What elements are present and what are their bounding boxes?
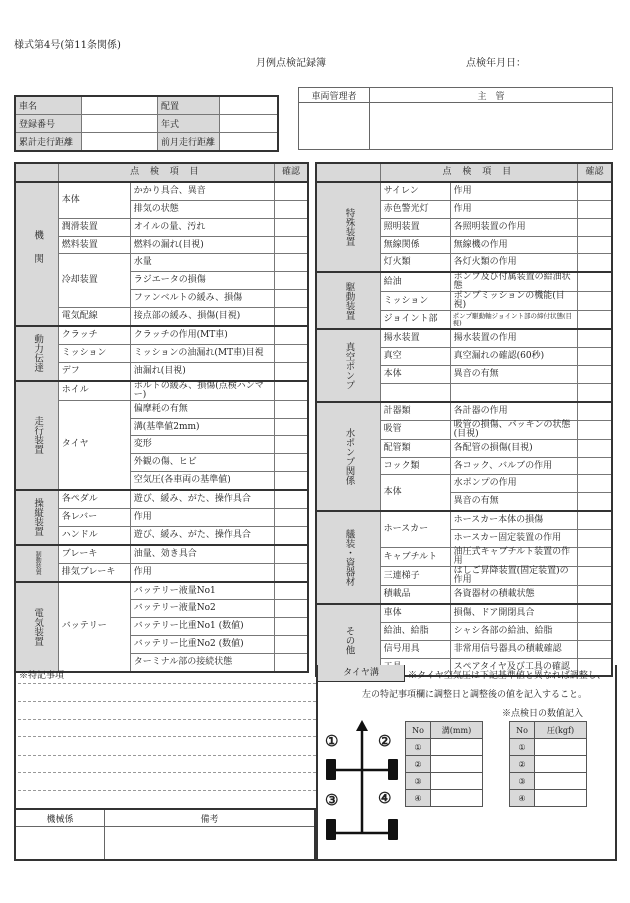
item-label: 揚水装置の作用 (450, 329, 577, 347)
part-label: 照明装置 (380, 218, 450, 236)
note-line (18, 701, 316, 702)
confirm-cell[interactable] (578, 348, 613, 366)
item-label: 水量 (130, 254, 274, 272)
tire-position-4: ④ (378, 789, 392, 807)
pressure-no: ④ (510, 790, 535, 807)
tire-position-2: ② (378, 732, 392, 750)
category-vacuum-pump: 真空ポンプ (316, 329, 380, 402)
form-number: 様式第4号(第11条関係) (14, 40, 121, 51)
part-label: 積載品 (380, 586, 450, 604)
total-distance-label: 累計走行距離 (15, 133, 82, 152)
groove-no: ③ (406, 773, 431, 790)
confirm-cell[interactable] (275, 308, 309, 326)
note-line (18, 772, 316, 773)
confirm-cell[interactable] (578, 567, 613, 586)
confirm-cell[interactable] (275, 454, 309, 472)
item-label: 損傷、ドア開閉具合 (450, 604, 577, 622)
chief-label: 主 管 (370, 88, 613, 103)
confirm-cell[interactable] (578, 604, 613, 622)
placement-field[interactable] (220, 96, 279, 115)
pressure-value-field[interactable] (535, 756, 587, 773)
vehicle-name-label: 車名 (15, 96, 82, 115)
confirm-cell[interactable] (578, 420, 613, 439)
pressure-no: ③ (510, 773, 535, 790)
pressure-value-header: 圧(kgf) (535, 722, 587, 739)
total-distance-field[interactable] (82, 133, 158, 152)
items-header: 点 検 項 目 (380, 163, 577, 182)
page-title: 月例点検記録簿 (256, 58, 326, 69)
part-label: 信号用具 (380, 640, 450, 658)
item-label: シャシ各部の給油、給脂 (450, 622, 577, 640)
item-label: 空気圧(各車両の基準値) (130, 472, 274, 490)
pressure-no-header: No (510, 722, 535, 739)
remarks-label: 備考 (105, 809, 316, 827)
model-year-field[interactable] (220, 115, 279, 133)
item-label: ポンプミッションの機能(目視) (450, 292, 577, 311)
groove-value-field[interactable] (431, 773, 483, 790)
confirm-cell[interactable] (275, 563, 309, 581)
part-label: 三連梯子 (380, 567, 450, 586)
item-label (450, 383, 577, 401)
item-label: 外観の傷、ヒビ (130, 454, 274, 472)
pressure-no: ② (510, 756, 535, 773)
item-label: ホースカー本体の損傷 (450, 511, 577, 529)
category-running-gear: 走行装置 (15, 381, 58, 490)
item-label: 各照明装置の作用 (450, 218, 577, 236)
confirm-cell[interactable] (578, 182, 613, 200)
item-label: 吸管の損傷、パッキンの状態(目視) (450, 420, 577, 439)
category-steering: 操縦装置 (15, 490, 58, 545)
confirm-cell[interactable] (275, 636, 309, 654)
part-label: 各ペダル (58, 490, 130, 508)
model-year-label: 年式 (158, 115, 220, 133)
prev-distance-label: 前月走行距離 (158, 133, 220, 152)
groove-no: ② (406, 756, 431, 773)
confirm-cell[interactable] (275, 344, 309, 362)
part-label: 各レバー (58, 509, 130, 527)
part-label: 赤色警光灯 (380, 200, 450, 218)
part-label: ジョイント部 (380, 311, 450, 329)
item-label: ターミナル部の接続状態 (130, 654, 274, 672)
pressure-table (509, 721, 587, 807)
category-other: その他 (316, 604, 380, 677)
part-label: ミッション (380, 292, 450, 311)
part-label: 冷却装置 (58, 254, 130, 308)
registration-label: 登録番号 (15, 115, 82, 133)
item-label: ミッションの油漏れ(MT車)目視 (130, 344, 274, 362)
category-electrical: 電気装置 (15, 582, 58, 672)
approval-table (298, 87, 613, 150)
part-label: ブレーキ (58, 545, 130, 563)
item-label: 各コック、バルブの作用 (450, 457, 577, 475)
part-label: ホイル (58, 381, 130, 401)
pressure-value-field[interactable] (535, 790, 587, 807)
item-label: 接点部の緩み、損傷(目視) (130, 308, 274, 326)
category-water-pump: 水ポンプ関係 (316, 402, 380, 511)
part-label: 本体 (380, 366, 450, 384)
part-label: 本体 (380, 475, 450, 511)
item-label: クラッチの作用(MT車) (130, 326, 274, 344)
category-power-transmission: 動力伝達 (15, 326, 58, 381)
groove-value-field[interactable] (431, 739, 483, 756)
item-label: スペアタイヤ及び工具の確認 (450, 658, 577, 676)
manager-label: 車両管理者 (299, 88, 370, 103)
part-label: タイヤ (58, 400, 130, 490)
confirm-cell[interactable] (578, 622, 613, 640)
part-label: ハンドル (58, 526, 130, 544)
item-label: 遊び、緩み、がた、操作具合 (130, 490, 274, 508)
part-label (380, 383, 450, 401)
confirm-cell[interactable] (578, 475, 613, 493)
part-label: 排気ブレーキ (58, 563, 130, 581)
signoff-table (14, 808, 316, 861)
category-braking: 制動装置 (15, 545, 58, 582)
groove-no: ④ (406, 790, 431, 807)
confirm-cell[interactable] (275, 362, 309, 380)
confirm-cell[interactable] (275, 218, 309, 236)
groove-value-field[interactable] (431, 756, 483, 773)
part-label: クラッチ (58, 326, 130, 344)
item-label: 無線機の作用 (450, 236, 577, 254)
item-label: 変形 (130, 436, 274, 454)
groove-table (405, 721, 483, 807)
tire-groove-tab: タイヤ溝 (318, 665, 405, 682)
part-label: 本体 (58, 182, 130, 218)
groove-value-field[interactable] (431, 790, 483, 807)
confirm-cell[interactable] (275, 381, 309, 401)
pressure-no: ① (510, 739, 535, 756)
item-label: 各資器材の積載状態 (450, 586, 577, 604)
confirm-cell[interactable] (275, 526, 309, 544)
confirm-cell[interactable] (578, 272, 613, 292)
category-engine: 機関 (15, 182, 58, 326)
confirm-cell[interactable] (275, 472, 309, 490)
chief-stamp-field[interactable] (370, 103, 613, 150)
note-line (18, 719, 316, 720)
part-label: 無線関係 (380, 236, 450, 254)
item-label: 遊び、緩み、がた、操作具合 (130, 526, 274, 544)
category-header (15, 163, 58, 182)
note-line (18, 736, 316, 737)
tire-note-1: ※タイヤ空気圧は下記基準値と異なれば調整し、 (408, 671, 606, 681)
confirm-cell[interactable] (578, 457, 613, 475)
pressure-value-field[interactable] (535, 773, 587, 790)
confirm-cell[interactable] (275, 254, 309, 272)
item-label: ボルトの緩み、損傷(点検ハンマー) (130, 381, 274, 401)
part-label: 吸管 (380, 420, 450, 439)
part-label: 電気配線 (58, 308, 130, 326)
manager-stamp-field[interactable] (299, 103, 370, 150)
confirm-cell[interactable] (275, 236, 309, 254)
part-label: バッテリー (58, 582, 130, 672)
groove-value-header: 溝(mm) (431, 722, 483, 739)
tire-section (316, 665, 617, 861)
confirm-cell[interactable] (275, 200, 309, 218)
part-label: 給油 (380, 272, 450, 292)
confirm-cell[interactable] (275, 600, 309, 618)
confirm-cell[interactable] (578, 402, 613, 420)
tire-position-1: ① (325, 732, 339, 750)
part-label: 計器類 (380, 402, 450, 420)
groove-no-header: No (406, 722, 431, 739)
part-label: 灯火類 (380, 254, 450, 272)
part-label: サイレン (380, 182, 450, 200)
confirm-cell[interactable] (275, 509, 309, 527)
category-special-equipment: 特殊装置 (316, 182, 380, 272)
item-label: 各灯火類の作用 (450, 254, 577, 272)
confirm-cell[interactable] (578, 383, 613, 401)
remarks-field[interactable] (105, 827, 316, 861)
confirm-cell[interactable] (578, 439, 613, 457)
item-label: 作用 (130, 509, 274, 527)
part-label: 車体 (380, 604, 450, 622)
part-label: 配管類 (380, 439, 450, 457)
item-label: 燃料の漏れ(目視) (130, 236, 274, 254)
part-label: 揚水装置 (380, 329, 450, 347)
tire-note-2: 左の特記事項欄に調整日と調整後の値を記入すること。 (362, 690, 588, 700)
item-label: バッテリー比重No1 (数値) (130, 618, 274, 636)
confirm-cell[interactable] (275, 400, 309, 418)
confirm-cell[interactable] (578, 292, 613, 311)
item-label: 作用 (450, 182, 577, 200)
confirm-cell[interactable] (275, 182, 309, 200)
note-line (18, 683, 316, 684)
placement-label: 配置 (158, 96, 220, 115)
groove-no: ① (406, 739, 431, 756)
confirm-cell[interactable] (578, 254, 613, 272)
confirm-cell[interactable] (275, 272, 309, 290)
confirm-cell[interactable] (578, 586, 613, 604)
confirm-cell[interactable] (275, 545, 309, 563)
confirm-cell[interactable] (578, 493, 613, 511)
item-label: ファンベルトの緩み、損傷 (130, 290, 274, 308)
inspection-table-right (315, 162, 613, 677)
item-label: バッテリー比重No2 (数値) (130, 636, 274, 654)
item-label: ポンプ及び付属装置の給油状態 (450, 272, 577, 292)
item-label: オイルの量、汚れ (130, 218, 274, 236)
item-label: 異音の有無 (450, 493, 577, 511)
item-label: 排気の状態 (130, 200, 274, 218)
note-line (18, 790, 316, 791)
part-label: コック類 (380, 457, 450, 475)
confirm-cell[interactable] (578, 311, 613, 329)
confirm-cell[interactable] (275, 290, 309, 308)
item-label: はしご昇降装置(固定装置)の作用 (450, 567, 577, 586)
item-label: 各配管の損傷(目視) (450, 439, 577, 457)
item-label: 油漏れ(目視) (130, 362, 274, 380)
note-line (18, 755, 316, 756)
confirm-cell[interactable] (578, 200, 613, 218)
registration-field[interactable] (82, 115, 158, 133)
confirm-cell[interactable] (578, 218, 613, 236)
inspection-date-label: 点検年月日： (466, 58, 526, 69)
mechanic-label: 機械係 (15, 809, 105, 827)
item-label: ラジエータの損傷 (130, 272, 274, 290)
item-label: バッテリー液量No1 (130, 582, 274, 600)
special-notes-label: ※特記事項 (19, 671, 65, 681)
tire-note-3: ※点検日の数値記入 (502, 709, 584, 719)
item-label: ポンプ駆動軸ジョイント部の締付状態(目視) (450, 311, 577, 329)
confirm-cell[interactable] (275, 436, 309, 454)
item-label: かかり具合、異音 (130, 182, 274, 200)
confirm-cell[interactable] (578, 236, 613, 254)
item-label: 偏摩耗の有無 (130, 400, 274, 418)
vehicle-name-field[interactable] (82, 96, 158, 115)
confirm-cell[interactable] (578, 329, 613, 347)
item-label: バッテリー液量No2 (130, 600, 274, 618)
confirm-cell[interactable] (578, 530, 613, 548)
item-label: 作用 (450, 200, 577, 218)
pressure-value-field[interactable] (535, 739, 587, 756)
confirm-cell[interactable] (578, 640, 613, 658)
confirm-header: 確認 (275, 163, 309, 182)
prev-distance-field[interactable] (220, 133, 279, 152)
confirm-cell[interactable] (275, 326, 309, 344)
confirm-cell[interactable] (275, 618, 309, 636)
part-label: ミッション (58, 344, 130, 362)
item-label: 各計器の作用 (450, 402, 577, 420)
item-label: 油量、効き具合 (130, 545, 274, 563)
tire-position-3: ③ (325, 791, 339, 809)
part-label: 真空 (380, 348, 450, 366)
confirm-cell[interactable] (275, 490, 309, 508)
inspection-table-left (14, 162, 309, 673)
item-label: 水ポンプの作用 (450, 475, 577, 493)
confirm-cell[interactable] (578, 548, 613, 567)
item-label: 溝(基準値2mm) (130, 418, 274, 436)
item-label: ホースカー固定装置の作用 (450, 530, 577, 548)
item-label: 非常用信号器具の積載確認 (450, 640, 577, 658)
part-label: 潤滑装置 (58, 218, 130, 236)
confirm-cell[interactable] (578, 511, 613, 529)
mechanic-field[interactable] (15, 827, 105, 861)
part-label: 給油、給脂 (380, 622, 450, 640)
item-label: 油圧式キャブチルト装置の作用 (450, 548, 577, 567)
item-label: 作用 (130, 563, 274, 581)
category-drive: 駆動装置 (316, 272, 380, 329)
confirm-cell[interactable] (578, 366, 613, 384)
item-label: 異音の有無 (450, 366, 577, 384)
category-header (316, 163, 380, 182)
confirm-cell[interactable] (275, 418, 309, 436)
part-label: キャブチルト (380, 548, 450, 567)
items-header: 点 検 項 目 (58, 163, 274, 182)
confirm-cell[interactable] (275, 582, 309, 600)
category-fittings-equipment: 艤装・資器材 (316, 511, 380, 604)
vehicle-info-table (14, 95, 279, 152)
part-label: 燃料装置 (58, 236, 130, 254)
part-label: デフ (58, 362, 130, 380)
part-label: ホースカー (380, 511, 450, 547)
item-label: 真空漏れの確認(60秒) (450, 348, 577, 366)
confirm-header: 確認 (578, 163, 613, 182)
